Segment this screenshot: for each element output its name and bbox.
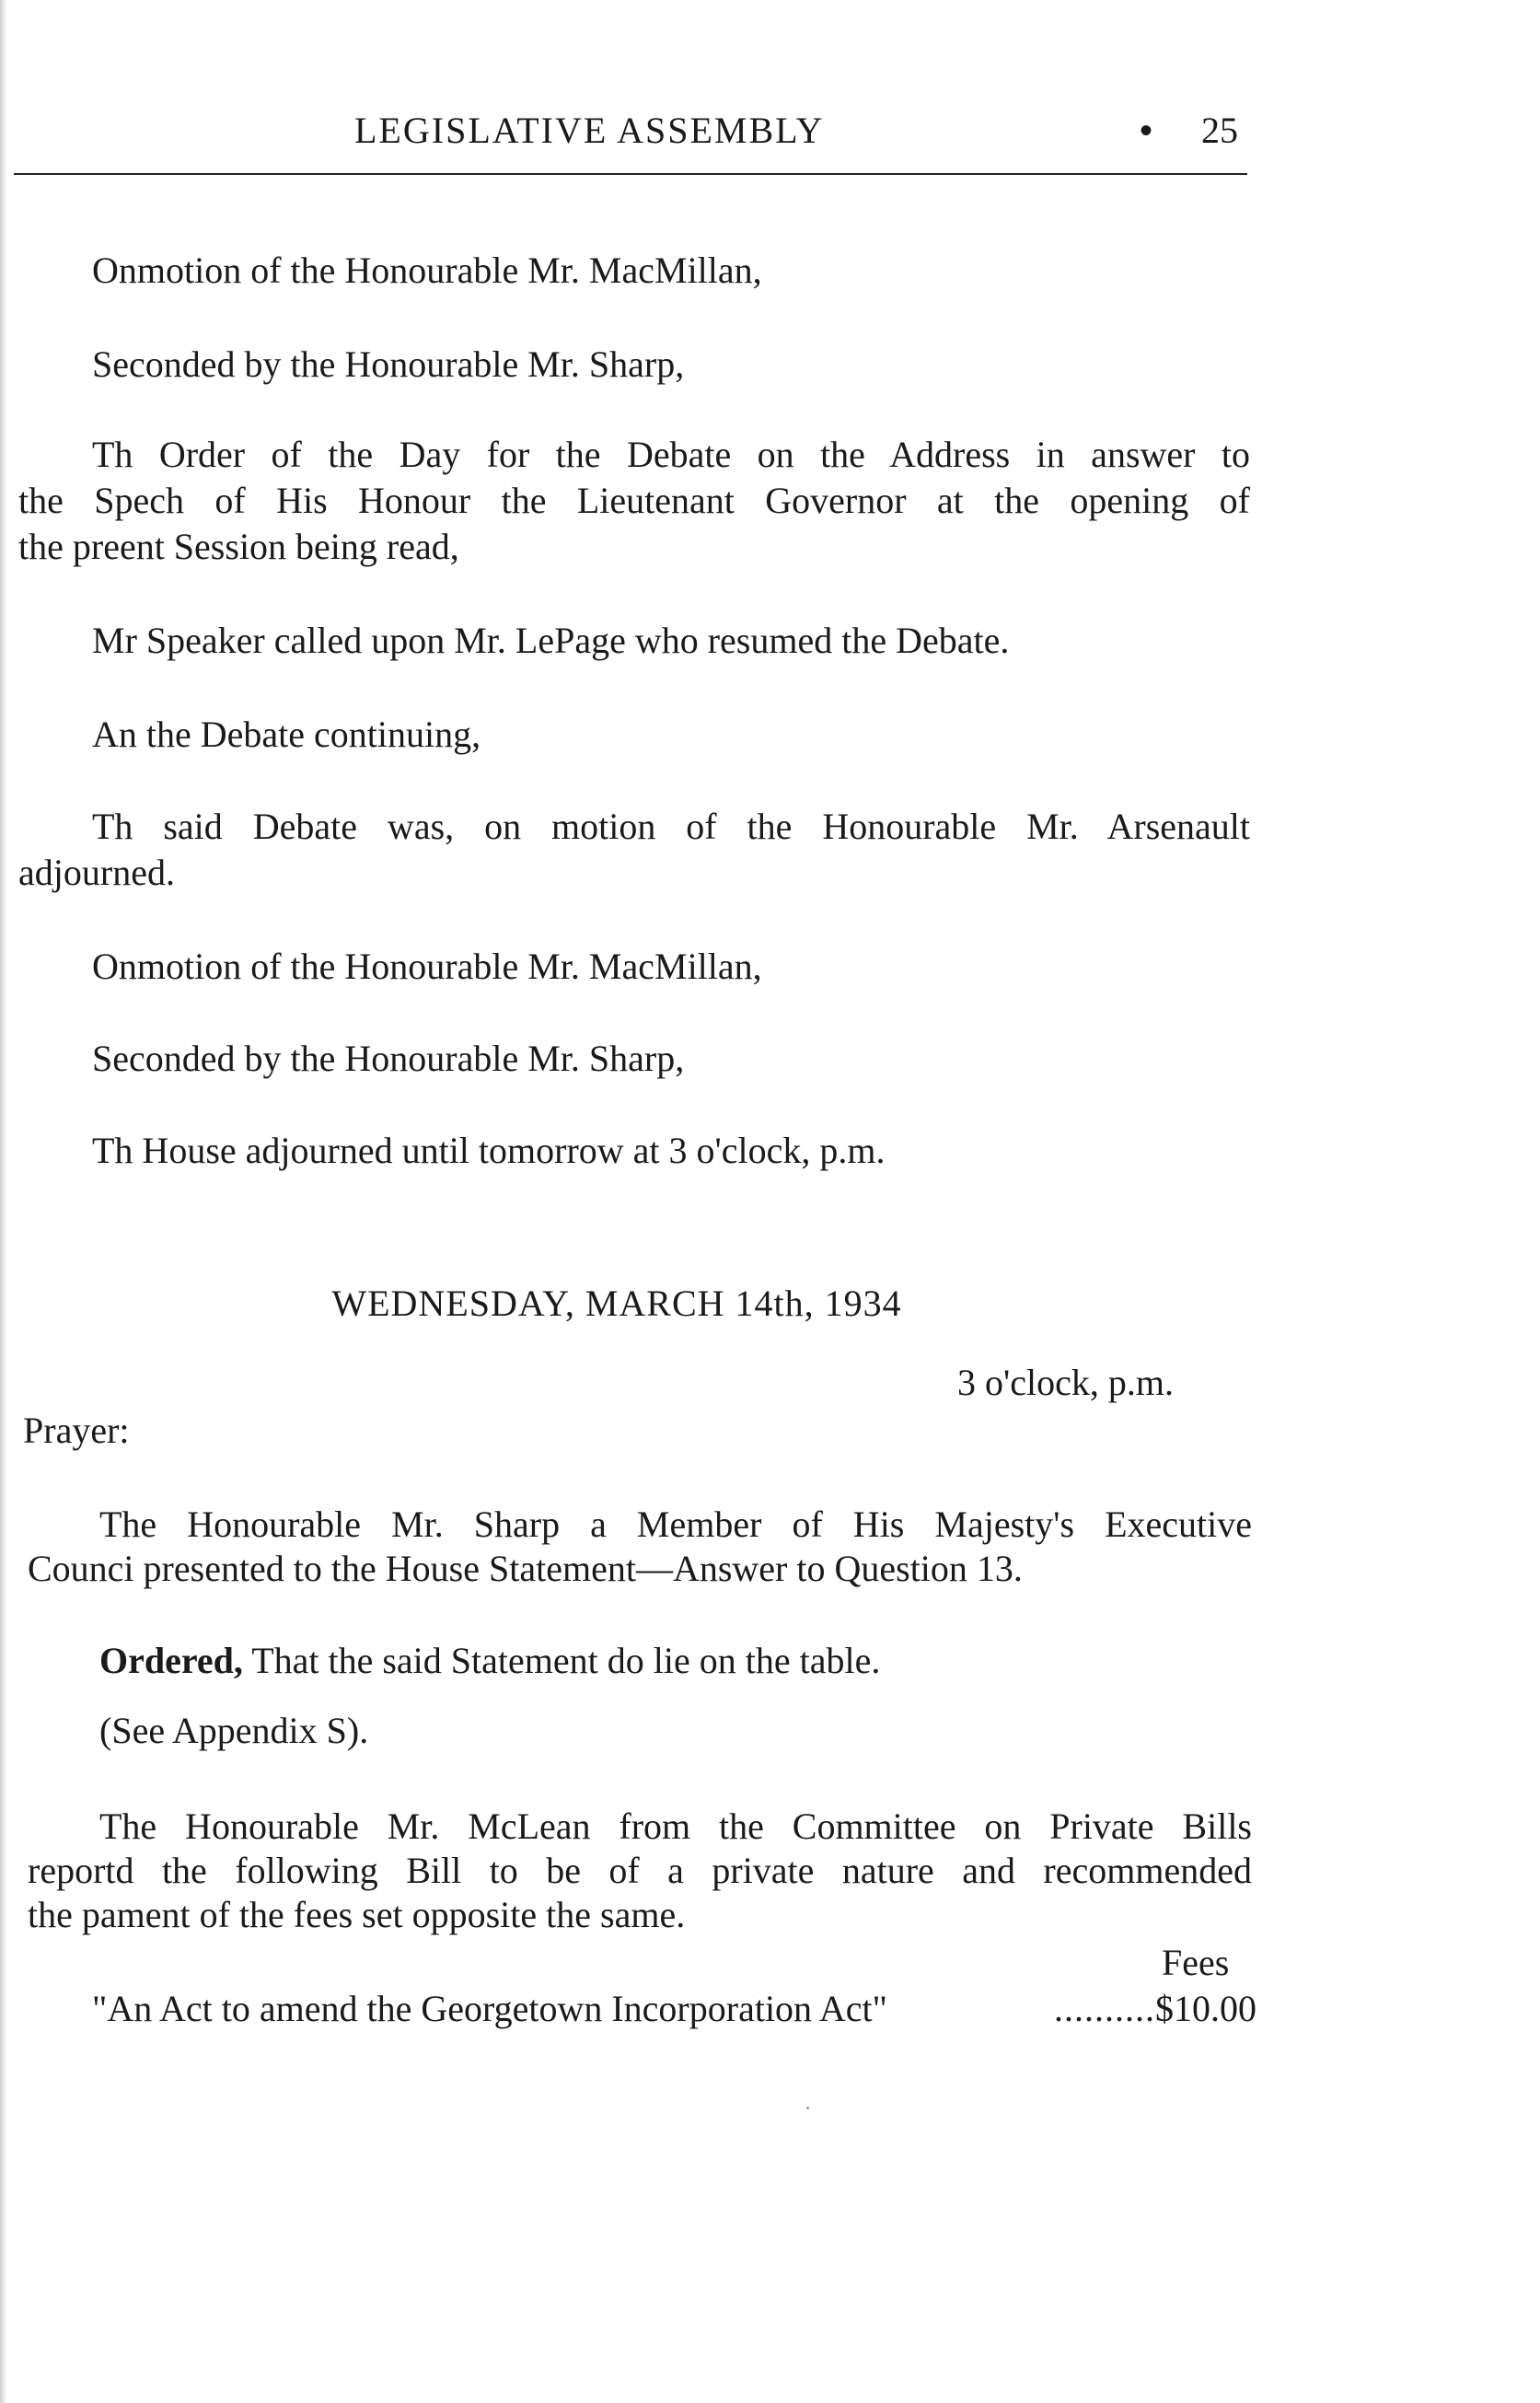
ordered-text: That the said Statement do lie on the table. bbox=[251, 1640, 881, 1681]
house-adjourned-line: Th House adjourned until tomorrow at 3 o'clock, p.m. bbox=[92, 1130, 886, 1171]
seconded-line-2: Seconded by the Honourable Mr. Sharp, bbox=[92, 1038, 685, 1079]
bill-fee: $10.00 bbox=[1155, 1988, 1256, 2029]
adjourned-line-2: adjourned. bbox=[18, 852, 175, 893]
ordered-label: Ordered, bbox=[99, 1640, 243, 1681]
page-edge-shadow bbox=[0, 0, 7, 2403]
header-dot: • bbox=[1140, 110, 1153, 151]
ordered-line bbox=[99, 1639, 880, 1683]
prayer-label: Prayer: bbox=[23, 1410, 130, 1451]
dot-leader: .......... bbox=[1054, 1988, 1155, 2029]
order-of-day-line-2: the Spech of His Honour the Lieutenant Governor at the opening of bbox=[18, 480, 1250, 521]
seconded-line: Seconded by the Honourable Mr. Sharp, bbox=[92, 343, 685, 385]
sitting-date-heading: WEDNESDAY, MARCH 14th, 1934 bbox=[331, 1283, 902, 1324]
fees-heading: Fees bbox=[1162, 1942, 1230, 1983]
running-head: LEGISLATIVE ASSEMBLY bbox=[354, 110, 825, 151]
header-rule bbox=[14, 173, 1247, 175]
paper-speck bbox=[806, 2107, 809, 2109]
appendix-reference: (See Appendix S). bbox=[99, 1710, 369, 1751]
statement-line-1: The Honourable Mr. Sharp a Member of His Majesty's Executive bbox=[99, 1503, 1252, 1545]
motion-line: Onmotion of the Honourable Mr. MacMillan, bbox=[92, 250, 762, 291]
speaker-line: Mr Speaker called upon Mr. LePage who resumed the Debate. bbox=[92, 620, 1010, 661]
debate-continuing-line: An the Debate continuing, bbox=[92, 714, 481, 755]
adjourned-line-1: Th said Debate was, on motion of the Honourable Mr. Arsenault bbox=[92, 806, 1250, 847]
statement-line-2: Counci presented to the House Statement—Answer to Question 13. bbox=[28, 1548, 1023, 1589]
bills-line-3: the pament of the fees set opposite the same. bbox=[28, 1894, 686, 1935]
page-number: 25 bbox=[1201, 110, 1238, 151]
bills-line-2: reportd the following Bill to be of a private nature and recommended bbox=[28, 1850, 1252, 1891]
order-of-day-line-1: Th Order of the Day for the Debate on the Address in answer to bbox=[92, 434, 1250, 475]
motion-line-2: Onmotion of the Honourable Mr. MacMillan, bbox=[92, 946, 762, 987]
bill-entry bbox=[92, 1987, 1256, 2031]
page-header bbox=[18, 109, 1247, 164]
order-of-day-line-3: the preent Session being read, bbox=[18, 526, 459, 567]
sitting-time: 3 o'clock, p.m. bbox=[957, 1362, 1174, 1403]
bills-line-1: The Honourable Mr. McLean from the Committee on Private Bills bbox=[99, 1805, 1252, 1847]
bill-title: "An Act to amend the Georgetown Incorporation Act" bbox=[92, 1988, 887, 2029]
